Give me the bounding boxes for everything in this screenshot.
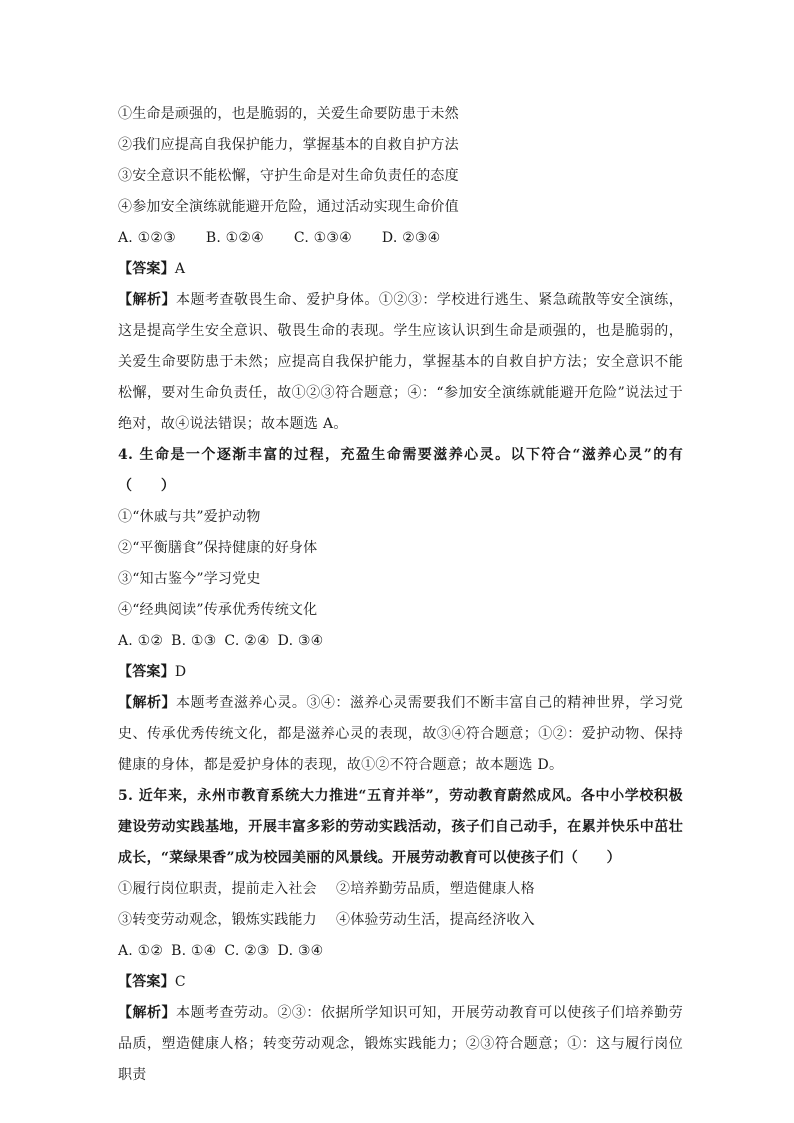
q5-option-a: A. ①②	[118, 943, 164, 959]
q3-item-3: ③安全意识不能松懈，守护生命是对生命负责任的态度	[118, 168, 459, 184]
q4-analysis	[118, 688, 683, 781]
q4-analysis-text: 本题考查滋养心灵。③④：滋养心灵需要我们不断丰富自己的精神世界，学习党史、传承优秀传统文化，都是滋养心灵的表现，故③④符合题意；①②：爱护动物、保持健康的身体，都是爱护身体的表现，故①②不符合题意；故本题选 D。	[118, 695, 683, 773]
q3-item-2: ②我们应提高自我保护能力，掌握基本的自救自护方法	[118, 137, 459, 153]
answer-label: 【答案】	[118, 974, 175, 990]
q5-option-c: C. ②③	[224, 943, 270, 959]
q4-option-a: A. ①②	[118, 633, 164, 649]
q4-options	[118, 626, 683, 657]
q5-item-1: ①履行岗位职责，提前走入社会	[118, 881, 317, 897]
q3-option-c: C. ①③④	[293, 230, 352, 246]
q3-analysis-text: 本题考查敬畏生命、爱护身体。①②③：学校进行逃生、紧急疏散等安全演练，这是提高学生安全意识、敬畏生命的表现。学生应该认识到生命是顽强的，也是脆弱的，关爱生命要防患于未然；应提高自我保护能力，掌握基本的自救自护方法；安全意识不能松懈，要对生命负责任，故①②③符合题意；④：“参加安全演练就能避开危险”说法过于绝对，故④说法错误；故本题选 A。	[118, 292, 683, 432]
q5-item-2: ②培养勤劳品质，塑造健康人格	[336, 881, 535, 897]
q5-answer	[118, 967, 683, 998]
q5-analysis-text: 本题考查劳动。②③：依据所学知识可知，开展劳动教育可以使孩子们培养勤劳品质，塑造健康人格；转变劳动观念，锻炼实践能力；②③符合题意；①：这与履行岗位职责	[118, 1005, 683, 1083]
q5-analysis	[118, 998, 683, 1091]
q4-item-1: ①“休戚与共”爱护动物	[118, 509, 261, 525]
q3-option-b: B. ①②④	[205, 230, 264, 246]
q5-item-3: ③转变劳动观念，锻炼实践能力	[118, 912, 317, 928]
q4-option-c: C. ②④	[224, 633, 270, 649]
q5-items-row-1	[118, 874, 683, 905]
q5-option-b: B. ①④	[171, 943, 217, 959]
q4-item-4: ④“经典阅读”传承优秀传统文化	[118, 602, 318, 618]
analysis-label: 【解析】	[118, 292, 176, 308]
analysis-label: 【解析】	[118, 1005, 176, 1021]
q4-answer-value: D	[174, 664, 187, 680]
q4-item-3: ③“知古鉴今”学习党史	[118, 571, 261, 587]
analysis-label: 【解析】	[118, 695, 176, 711]
q5-stem: 5. 近年来，永州市教育系统大力推进“五育并举”，劳动教育蔚然成风。各中小学校积极建设劳动实践基地，开展丰富多彩的劳动实践活动，孩子们自己动手，在累并快乐中茁壮成长，“菜绿果香”成为校园美丽的风景线。开展劳动教育可以使孩子们（ ）	[118, 788, 683, 866]
q4-option-b: B. ①③	[171, 633, 217, 649]
q3-item-4: ④参加安全演练就能避开危险，通过活动实现生命价值	[118, 199, 459, 215]
q5-items-row-2	[118, 905, 683, 936]
document-content	[118, 99, 683, 1091]
q4-answer	[118, 657, 683, 688]
q4-stem: 4. 生命是一个逐渐丰富的过程，充盈生命需要滋养心灵。以下符合“滋养心灵”的有（ ）	[118, 447, 683, 494]
q5-option-d: D. ③④	[277, 943, 324, 959]
q3-options	[118, 223, 683, 254]
answer-label: 【答案】	[118, 261, 175, 277]
q5-answer-value: C	[174, 974, 186, 990]
q4-item-2: ②“平衡膳食”保持健康的好身体	[118, 540, 318, 556]
q3-analysis	[118, 285, 683, 440]
q3-option-a: A. ①②③	[118, 230, 176, 246]
q3-item-1: ①生命是顽强的，也是脆弱的，关爱生命要防患于未然	[118, 106, 459, 122]
q5-options	[118, 936, 683, 967]
q3-answer-value: A	[174, 261, 186, 277]
q3-answer	[118, 254, 683, 285]
q3-option-d: D. ②③④	[381, 230, 441, 246]
q4-option-d: D. ③④	[277, 633, 324, 649]
q5-item-4: ④体验劳动生活，提高经济收入	[336, 912, 535, 928]
answer-label: 【答案】	[118, 664, 175, 680]
